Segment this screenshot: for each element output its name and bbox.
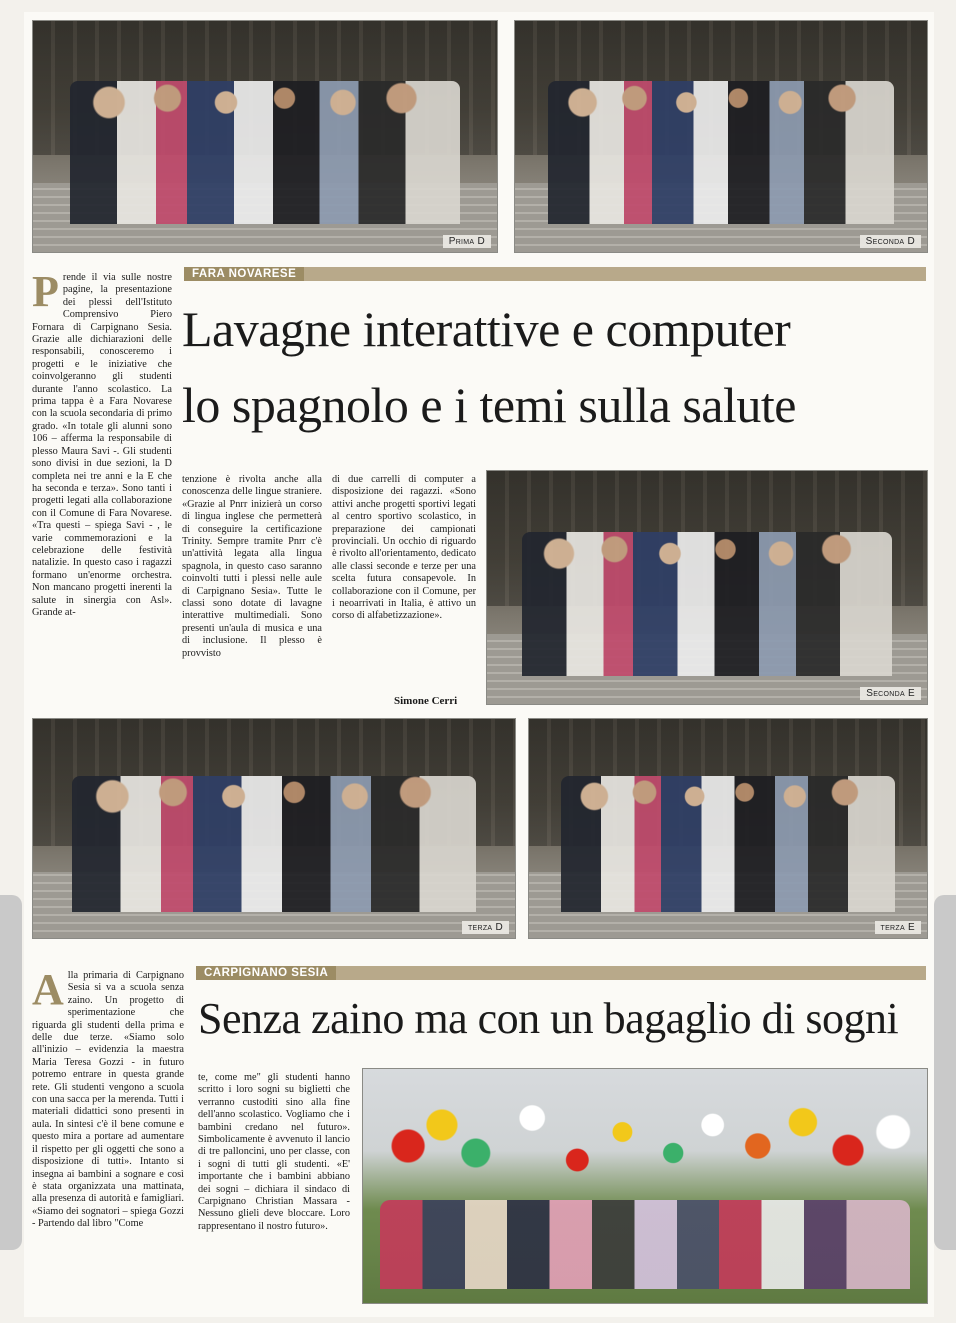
photo-seconda-e — [486, 470, 928, 705]
article2-column2: te, come me" gli studenti hanno scritto i loro sogni su biglietti che verranno custoditi sino alla fine dell'anno scolastico. Vogliamo che i bambini credano nel futuro». Simbolicamente è avvenuto il lancio di tre palloncini, uno per classe, con i sogni di tutti gli studenti. «E' importante che i bambini abbiano dei sogni – dichiara il sindaco di Carpignano Christian Massara - Nessuno glieli deve bloccare. Loro rappresentano il nostro futuro». — [198, 1072, 350, 1232]
article1-column2: tenzione è rivolta anche alla conoscenza delle lingue straniere. «Grazie al Pnrr inizierà un corso di lingua inglese che permetterà di conseguire la certificazione Trinity. Sempre tramite Pnrr c'è un'attività legata alla lingua spagnola, in questo caso saranno coinvolti tutti i plessi nelle aule di Carpignano Sesia». Tutte le classi sono dotate di lavagne interattive multimediali. Sono presenti un'aula di musica e una di inclusione. Il plesso è provvisto — [182, 474, 322, 659]
photo-caption: Seconda D — [860, 235, 921, 248]
photo-caption: terza D — [462, 921, 509, 934]
photo-caption: Prima D — [443, 235, 491, 248]
photo-balloon-launch — [362, 1068, 928, 1304]
headline: Senza zaino ma con un bagaglio di sogni — [198, 994, 899, 1043]
right-scroll-tab[interactable] — [934, 895, 956, 1250]
photo-caption: terza E — [875, 921, 922, 934]
photo-prima-d — [32, 20, 498, 253]
photo-caption: Seconda E — [860, 687, 921, 700]
article1-col1-text: rende il via sulle nostre pagine, la presentazione dei plessi dell'Istituto Comprensivo Piero Fornara di Carpignano Sesia. Grazie alle dichiarazioni delle responsabili, conosceremo i progetti e le iniziative che coinvolgeranno gli studenti durante l'anno scolastico. La prima tappa è a Fara Novarese con la scuola secondaria di primo grado. «In totale gli alunni sono 106 – afferma la responsabile di plesso Maura Savi -. Gli studenti sono divisi in due sezioni, la D completa nei tre anni e la E che ha seconda e terza». Sono tanti i progetti legati alla collaborazione con il Comune di Fara Novarese. «Tra questi – spiega Savi - , le varie commemorazioni e la celebrazione delle festività natalizie. In questo caso i ragazzi formano un'enorme orchestra. Non mancano progetti inerenti la salute in sinergia con Asl». Grande at- — [32, 272, 172, 618]
section-label: CARPIGNANO SESIA — [196, 966, 336, 980]
article2-column1 — [32, 970, 184, 1305]
photo-terza-e — [528, 718, 928, 939]
newspaper-page — [24, 12, 934, 1317]
section-band — [196, 966, 926, 980]
article2-col1-text: lla primaria di Carpignano Sesia si va a scuola senza zaino. Un progetto di sperimentazione che riguarda gli studenti della prima e delle due terze. «Siamo solo all'inizio – evidenzia la maestra Maria Teresa Gozzi - in futuro potremo entrare in questa grande rete. Gli studenti vengono a scuola con una sacca per la merenda. Tutti i materiali didattici sono presenti in aula. In sintesi c'è il bene comune e questo mira a portare ad aumentare il rispetto per gli oggetti che sono a disposizione di tutti». Intanto si insegna ai bambini a sognare e così è stata organizzata una mattinata, alla presenza di autorità e famigliari. «Siamo dei sognatori – spiega Gozzi - Partendo dal libro "Come — [32, 970, 184, 1230]
headline-line2: lo spagnolo e i temi sulla salute — [182, 377, 796, 433]
section-label: FARA NOVARESE — [184, 267, 304, 281]
dropcap: P — [32, 272, 59, 316]
dropcap: A — [32, 970, 64, 1014]
article1-column3: di due carrelli di computer a disposizione dei ragazzi. «Sono attivi anche progetti sportivi legati al centro sportivo scolastico, in preparazione dei campionati provinciali. Un occhio di riguardo è rivolto all'orientamento, dedicato alle classi seconde e terze per una scelta futura consapevole. In collaborazione con il Comune, per i neoarrivati in Italia, è attivo un corso di alfabetizzazione». — [332, 474, 476, 622]
photo-terza-d — [32, 718, 516, 939]
author-byline: Simone Cerri — [394, 695, 458, 707]
left-scroll-tab[interactable] — [0, 895, 22, 1250]
headline-line1: Lavagne interattive e computer — [182, 301, 791, 357]
photo-seconda-d — [514, 20, 928, 253]
section-band — [184, 267, 926, 281]
article1-column1 — [32, 272, 172, 712]
